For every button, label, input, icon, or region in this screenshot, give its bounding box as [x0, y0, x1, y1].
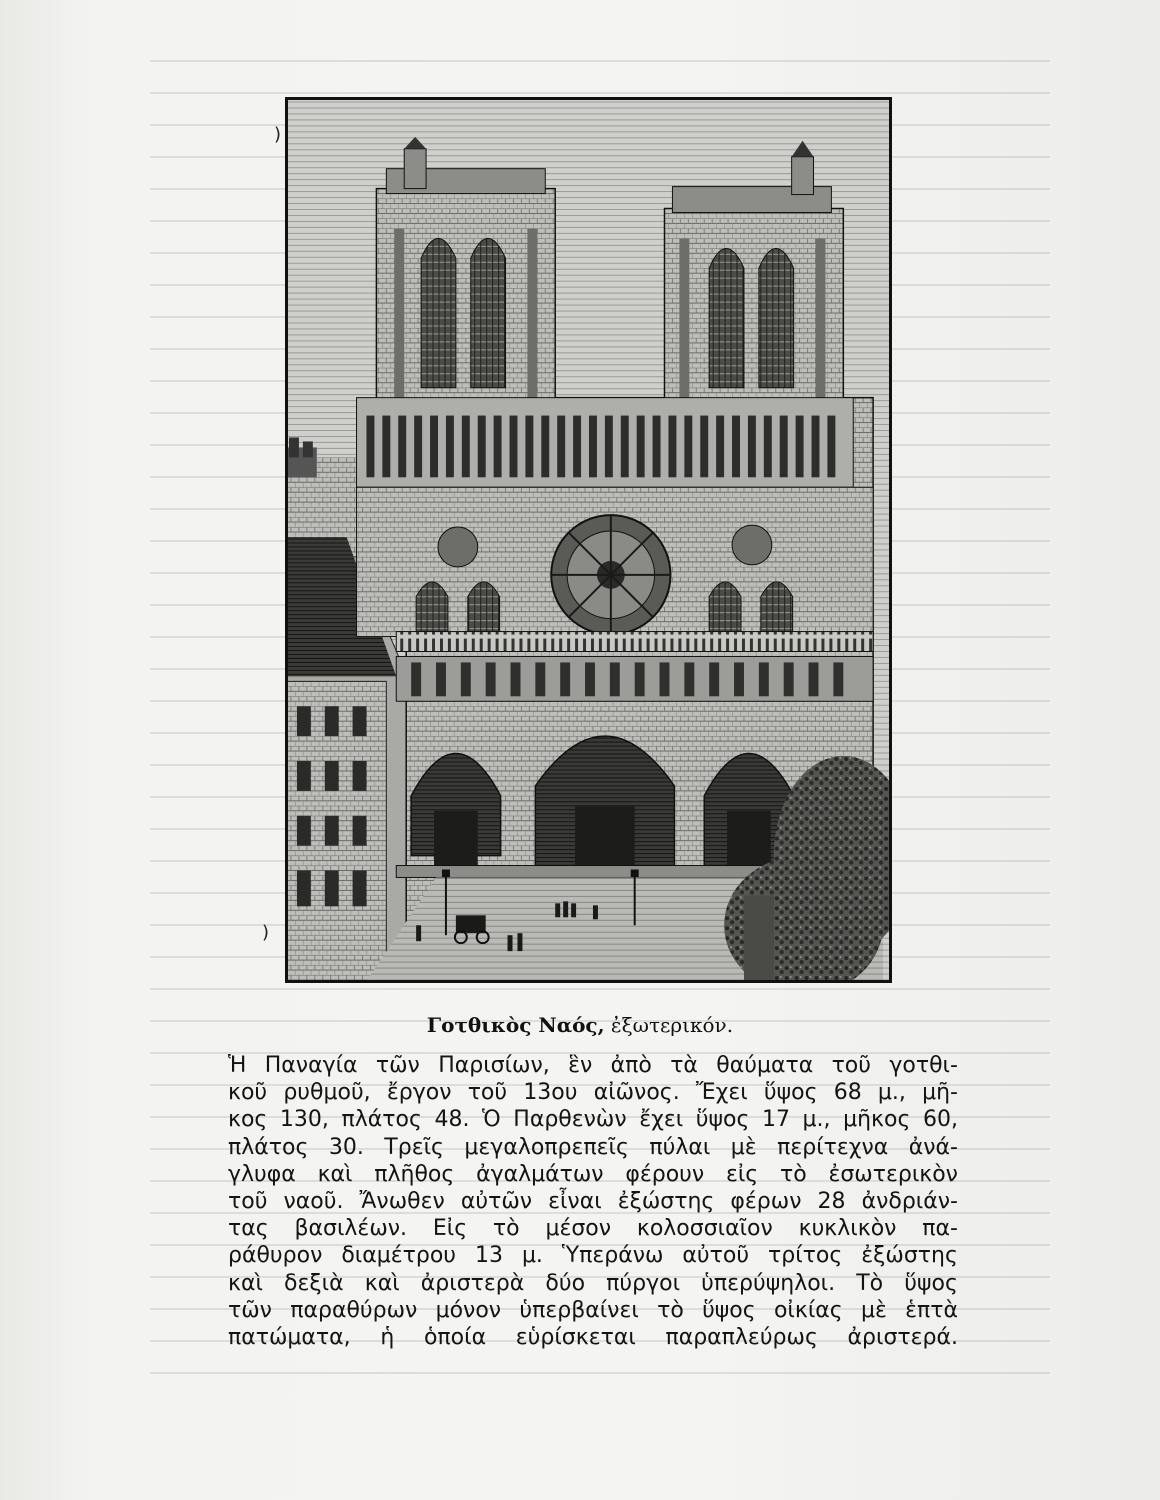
paragraph-word: Ἡ: [228, 1053, 247, 1078]
paragraph-line: [228, 1297, 958, 1324]
paragraph-line: [228, 1161, 958, 1188]
paragraph-word: ναοῦ.: [283, 1189, 344, 1215]
paragraph-word: ἡ: [380, 1325, 395, 1351]
paragraph-word: τας: [228, 1216, 269, 1242]
paragraph-line: [228, 1242, 958, 1269]
paragraph-word: ἐσωτερικὸν: [828, 1161, 958, 1187]
paragraph-word: Εἰς: [432, 1216, 468, 1242]
paragraph-word: μόνον: [435, 1297, 502, 1323]
paragraph-word: εὑρίσκεται: [515, 1325, 636, 1351]
paragraph-word: ὕψος: [695, 1107, 750, 1133]
paragraph-word: μῆ-: [922, 1080, 958, 1106]
paragraph-word: βασιλέων.: [294, 1216, 408, 1242]
paragraph-word: τῶν: [375, 1053, 420, 1078]
paragraph-word: ράθυρον: [228, 1243, 323, 1269]
paragraph-word: πατώματα,: [228, 1325, 351, 1351]
paragraph-word: ἑπτὰ: [905, 1297, 958, 1323]
paragraph-word: εἶναι: [548, 1189, 602, 1215]
paragraph-word: γοτθι-: [889, 1053, 958, 1078]
paragraph-word: ἐξώστης: [861, 1243, 958, 1269]
paragraph-word: οἰκίας: [773, 1297, 843, 1323]
paragraph-word: 48.: [434, 1107, 470, 1133]
paragraph-word: μῆκος: [843, 1107, 911, 1133]
paragraph-word: μὲ: [730, 1134, 757, 1160]
paragraph-word: αὐτῶν: [460, 1189, 533, 1215]
paragraph-word: Τρεῖς: [384, 1134, 444, 1160]
paragraph-word: τοῦ: [228, 1189, 268, 1215]
paragraph-word: μ.,: [802, 1107, 831, 1133]
paragraph-word: τὸ: [657, 1297, 684, 1323]
paragraph-word: πύλαι: [649, 1134, 711, 1160]
paragraph-word: Παρισίων,: [438, 1053, 550, 1078]
figure-caption: [0, 1013, 1160, 1037]
paragraph-word: ἐξώστης: [617, 1189, 715, 1215]
paragraph-word: μ.,: [877, 1080, 906, 1106]
paragraph-word: ἀριστερά.: [847, 1325, 958, 1351]
paragraph-word: διαμέτρου: [341, 1243, 457, 1269]
paragraph-word: ἀνδριάν-: [861, 1189, 958, 1215]
paragraph-word: τῶν: [228, 1297, 272, 1323]
paragraph-word: φέρων: [730, 1189, 802, 1215]
paragraph-word: αὐτοῦ: [682, 1243, 750, 1269]
paragraph-word: ὁποία: [423, 1325, 487, 1351]
paragraph-word: τὸ: [779, 1161, 807, 1187]
paragraph-word: δεξιὰ: [284, 1270, 344, 1296]
paragraph-line: [228, 1052, 958, 1079]
paragraph-word: Ὁ: [482, 1107, 501, 1133]
paragraph-word: 17: [761, 1107, 790, 1133]
paragraph-line: [228, 1134, 958, 1161]
paragraph-word: αἰῶνος.: [593, 1080, 680, 1106]
paragraph-word: Παναγία: [264, 1053, 358, 1078]
paragraph-word: κολοσσιαῖον: [636, 1216, 773, 1242]
paragraph-word: δύο: [545, 1270, 586, 1296]
paragraph-word: κυκλικὸν: [798, 1216, 897, 1242]
paragraph-word: παραθύρων: [290, 1297, 418, 1323]
paragraph-word: μέσον: [545, 1216, 612, 1242]
paragraph-word: 28: [817, 1189, 846, 1215]
paragraph-word: τρίτος: [768, 1243, 843, 1269]
paragraph-word: ὑπερβαίνει: [519, 1297, 639, 1323]
paragraph-word: πύργοι: [606, 1270, 681, 1296]
paragraph-word: μεγαλοπρεπεῖς: [464, 1134, 629, 1160]
paragraph-word: πλάτος: [341, 1107, 422, 1133]
cathedral-illustration: [285, 97, 892, 983]
paragraph-line: [228, 1324, 958, 1351]
paragraph-word: παραπλεύρως: [665, 1325, 818, 1351]
paragraph-word: 13ου: [523, 1080, 578, 1106]
caption-title: Γοτθικὸς Ναός,: [426, 1013, 605, 1037]
paragraph-word: ὑπερύψηλοι.: [701, 1270, 836, 1296]
paragraph-word: 60,: [922, 1107, 958, 1133]
margin-mark-top: ): [274, 124, 282, 145]
paragraph-word: πα-: [922, 1216, 958, 1242]
paragraph-word: φέρουν: [625, 1161, 705, 1187]
paragraph-word: τὸ: [492, 1216, 520, 1242]
paragraph-word: πλῆθος: [374, 1161, 455, 1187]
caption-subtitle: ἐξωτερικόν.: [610, 1013, 734, 1037]
paragraph-word: καὶ: [317, 1161, 353, 1187]
paragraph-line: [228, 1188, 958, 1215]
paragraph-word: ἀπὸ: [610, 1053, 652, 1078]
paragraph-word: πλάτος: [228, 1134, 309, 1160]
paragraph-line: [228, 1079, 958, 1106]
paragraph-word: Ὑπεράνω: [561, 1243, 664, 1269]
paragraph-word: ὕψος: [763, 1080, 818, 1106]
paragraph-line: [228, 1106, 958, 1133]
paragraph-word: ὕψος: [702, 1297, 756, 1323]
paragraph-word: μὲ: [860, 1297, 887, 1323]
paragraph-word: 130,: [279, 1107, 329, 1133]
paragraph-word: περίτεχνα: [777, 1134, 889, 1160]
paragraph-word: μ.: [521, 1243, 543, 1269]
paragraph-word: Τὸ: [856, 1270, 884, 1296]
paragraph-word: τὰ: [670, 1053, 698, 1078]
paragraph-word: ἔχει: [639, 1107, 684, 1133]
notre-dame-engraving: [287, 99, 890, 981]
margin-mark-bottom: ): [262, 922, 270, 943]
paragraph-word: θαύματα: [716, 1053, 814, 1078]
paragraph-word: 30.: [328, 1134, 364, 1160]
paragraph-word: Ἄνωθεν: [359, 1189, 445, 1215]
description-paragraph: [228, 1052, 958, 1351]
paragraph-word: ἔργον: [386, 1080, 452, 1106]
paragraph-word: 68: [833, 1080, 862, 1106]
paragraph-word: καὶ: [228, 1270, 263, 1296]
paragraph-word: κος: [228, 1107, 268, 1133]
paragraph-word: ρυθμοῦ,: [283, 1080, 371, 1106]
paragraph-word: τοῦ: [467, 1080, 508, 1106]
paragraph-word: Ἔχει: [695, 1080, 748, 1106]
paragraph-line: [228, 1215, 958, 1242]
paragraph-word: ἀριστερὰ: [420, 1270, 525, 1296]
paragraph-line: [228, 1270, 958, 1297]
paragraph-word: ἓν: [568, 1053, 593, 1078]
paragraph-word: τοῦ: [831, 1053, 871, 1078]
paragraph-word: εἰς: [725, 1161, 759, 1187]
paragraph-word: καὶ: [364, 1270, 400, 1296]
paragraph-word: ἀνά-: [908, 1134, 958, 1160]
paragraph-word: Παρθενὼν: [513, 1107, 627, 1133]
paragraph-word: γλυφα: [228, 1161, 296, 1187]
paragraph-word: κοῦ: [228, 1080, 268, 1106]
paragraph-word: 13: [474, 1243, 503, 1269]
paragraph-word: ἀγαλμάτων: [476, 1161, 604, 1187]
paragraph-word: ὕψος: [904, 1270, 958, 1296]
